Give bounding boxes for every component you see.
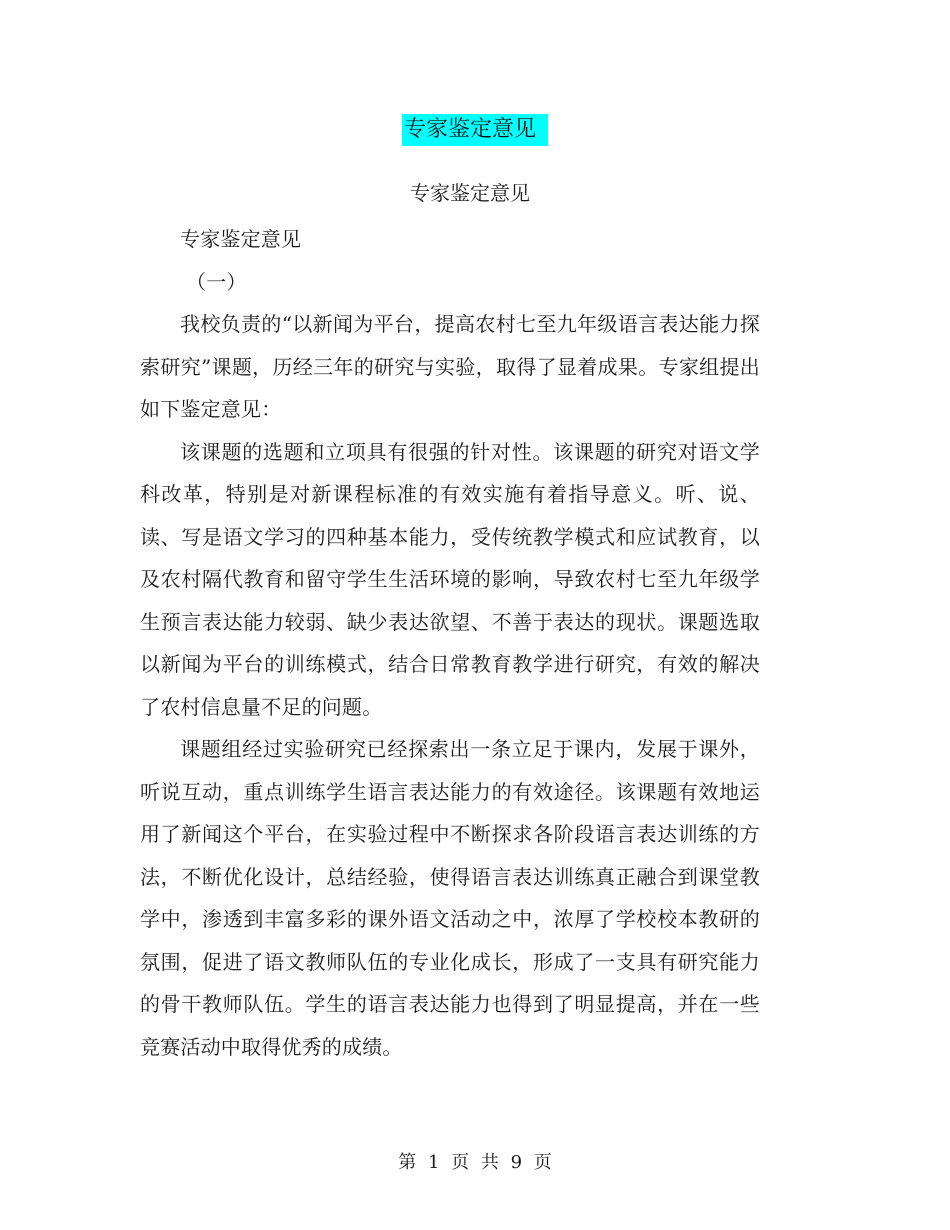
section-number: （一） [186,269,247,294]
title-container [0,114,950,146]
document-subtitle: 专家鉴定意见 [410,181,530,205]
paragraph: 我校负责的“以新闻为平台，提高农村七至九年级语言表达能力探索研究”课题，历经三年的研究与实验，取得了显着成果。专家组提出如下鉴定意见： [140,312,760,421]
section-heading: 专家鉴定意见 [180,227,302,251]
paragraph: 该课题的选题和立项具有很强的针对性。该课题的研究对语文学科改革，特别是对新课程标准的有效实施有着指导意义。听、说、读、写是语文学习的四种基本能力，受传统教学模式和应试教育，以及农村隔代教育和留守学生生活环境的影响，导致农村七至九年级学生预言表达能力较弱、缺少表达欲望、不善于表达的现状。课题选取以新闻为平台的训练模式，结合日常教育教学进行研究，有效的解决了农村信息量不足的问题。 [140,439,760,719]
document-body [140,218,760,1068]
paragraph: 课题组经过实验研究已经探索出一条立足于课内，发展于课外，听说互动，重点训练学生语言表达能力的有效途径。该课题有效地运用了新闻这个平台，在实验过程中不断探求各阶段语言表达训练的方法，不断优化设计，总结经验，使得语言表达训练真正融合到课堂教学中，渗透到丰富多彩的课外语文活动之中，浓厚了学校校本教研的氛围，促进了语文教师队伍的专业化成长，形成了一支具有研究能力的骨干教师队伍。学生的语言表达能力也得到了明显提高，并在一些竞赛活动中取得优秀的成绩。 [140,737,760,1059]
page-number-footer: 第 1 页 共 9 页 [398,1152,552,1173]
document-title: 专家鉴定意见 [402,114,548,146]
